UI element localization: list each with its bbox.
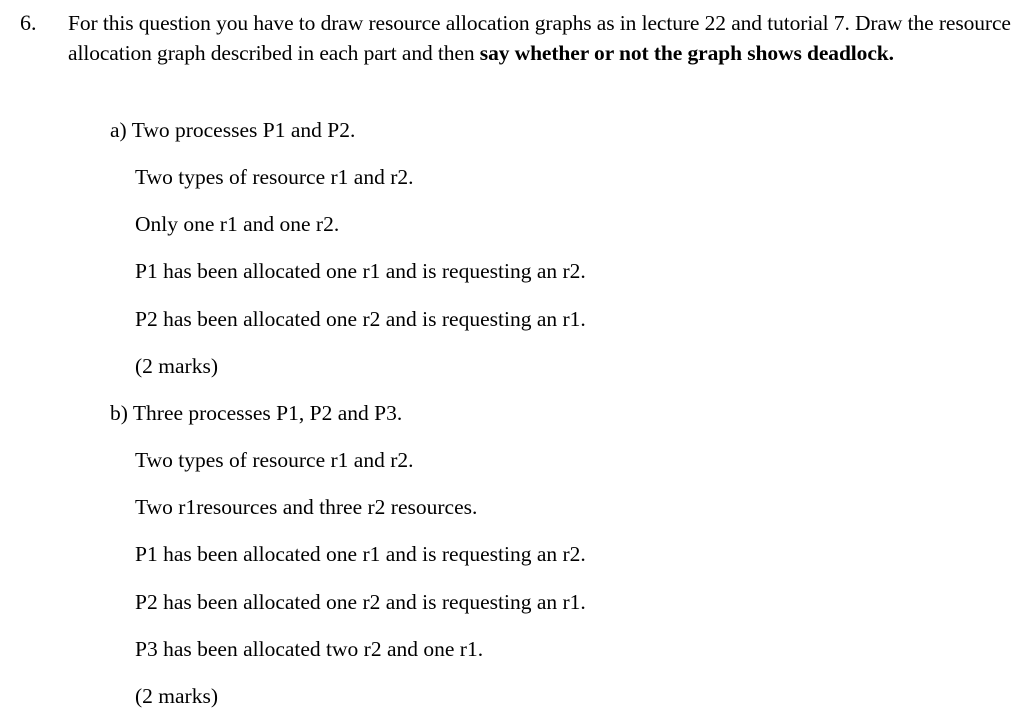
part-b-line: Two types of resource r1 and r2. (135, 448, 414, 472)
part-a-heading: a) Two processes P1 and P2. (110, 118, 356, 142)
part-a-line: P1 has been allocated one r1 and is requesting an r2. (135, 259, 586, 283)
part-b-line: P1 has been allocated one r1 and is requesting an r2. (135, 542, 586, 566)
intro-end: . (888, 41, 894, 65)
part-a-marks: (2 marks) (135, 354, 218, 378)
part-b-line: P2 has been allocated one r2 and is requesting an r1. (135, 590, 586, 614)
part-b-line: Two r1resources and three r2 resources. (135, 495, 478, 519)
part-a-line: P2 has been allocated one r2 and is requesting an r1. (135, 307, 586, 331)
question-intro (68, 8, 1013, 68)
part-b-line: P3 has been allocated two r2 and one r1. (135, 637, 484, 661)
part-a-line: Two types of resource r1 and r2. (135, 165, 414, 189)
part-a-line: Only one r1 and one r2. (135, 212, 340, 236)
part-b-marks: (2 marks) (135, 684, 218, 708)
intro-emphasis: say whether or not the graph shows (479, 41, 802, 65)
intro-text: For this question you have to draw resource allocation graphs as in lecture 22 and tutorial 7. Draw the resource allocation graph described in each part and then (68, 11, 1011, 65)
intro-emphasis-deadlock: deadlock (807, 41, 889, 65)
question-number: 6. (20, 10, 37, 35)
part-b-heading: b) Three processes P1, P2 and P3. (110, 401, 403, 425)
